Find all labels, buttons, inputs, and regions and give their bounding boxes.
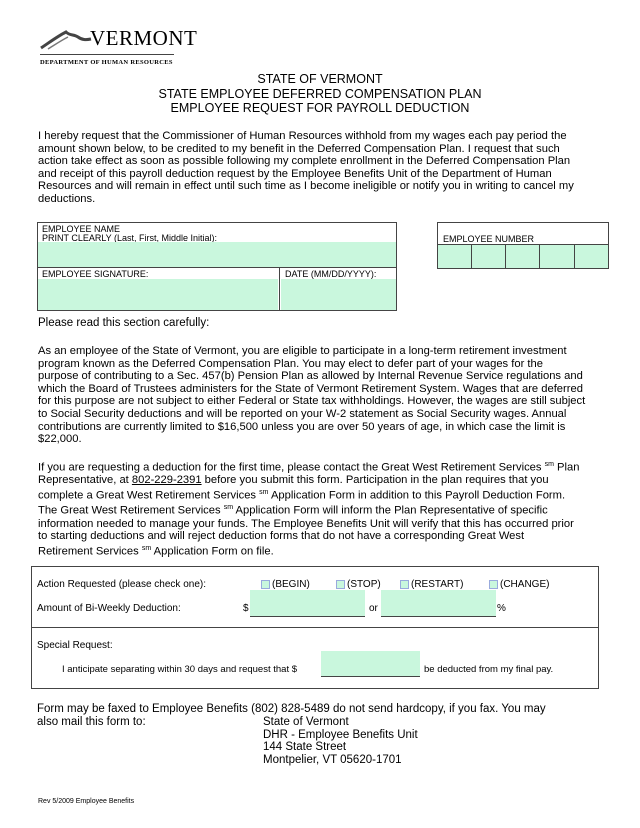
divider: [279, 267, 280, 311]
fax-instructions: Form may be faxed to Employee Benefits (802) 828-5489 do not send hardcopy, if you fax. You may also mail this form to:: [37, 703, 546, 728]
title-line-2: STATE EMPLOYEE DEFERRED COMPENSATION PLAN: [158, 86, 482, 101]
employee-number-label: EMPLOYEE NUMBER: [443, 234, 535, 244]
separating-text: I anticipate separating within 30 days and request that $: [62, 664, 298, 675]
special-request-label: Special Request:: [37, 640, 113, 651]
final-pay-amount-field[interactable]: [321, 651, 420, 677]
employee-number-digit[interactable]: [539, 244, 575, 269]
department-name: DEPARTMENT OF HUMAN RESOURCES: [40, 59, 173, 66]
info-paragraph: [38, 345, 618, 446]
info-line: which the Board of Trustees administers for the State of Vermont Retirement System. Wages that are deferred: [38, 382, 583, 395]
begin-checkbox[interactable]: [261, 580, 270, 589]
read-notice: Please read this section carefully:: [38, 317, 210, 329]
dollar-amount-field[interactable]: [250, 590, 365, 617]
option-stop[interactable]: (STOP): [336, 579, 381, 590]
option-begin[interactable]: (BEGIN): [261, 579, 310, 590]
employee-number-digit[interactable]: [437, 244, 472, 269]
title-line-3: EMPLOYEE REQUEST FOR PAYROLL DEDUCTION: [170, 101, 470, 115]
restart-checkbox[interactable]: [400, 580, 409, 589]
info-line: purpose of contributing to a Sec. 457(b) Pension Plan as allowed by Internal Revenue Service regulations and: [38, 370, 583, 383]
option-restart[interactable]: (RESTART): [400, 579, 463, 590]
revision-footer: Rev 5/2009 Employee Benefits: [38, 798, 135, 805]
divider: [37, 267, 397, 268]
employee-name-field[interactable]: [38, 242, 396, 267]
date-label: DATE (MM/DD/YYYY):: [285, 269, 377, 279]
date-field[interactable]: [281, 279, 396, 310]
percent-sign: %: [497, 603, 506, 614]
employee-name-label: EMPLOYEE NAME: [42, 224, 121, 234]
intro-line: amount shown below, to be credited to my benefit in the Deferred Compensation Plan. I request that such: [38, 142, 560, 155]
employee-number-digit[interactable]: [505, 244, 540, 269]
info-line: program known as the Deferred Compensation Plan. You may elect to defer part of your wages for the: [38, 357, 543, 370]
address-line: State of Vermont: [263, 716, 349, 728]
info-line: As an employee of the State of Vermont, you are eligible to participate in a long-term retirement investment: [38, 345, 567, 357]
logo-text: VERMONT: [90, 26, 198, 50]
or-text: or: [369, 603, 378, 614]
page-title: [0, 72, 640, 116]
employee-number-digit[interactable]: [574, 244, 609, 269]
intro-line: action take effect as soon as possible following my complete enrollment in the Deferred Compensation Plan: [38, 155, 571, 168]
address-line: DHR - Employee Benefits Unit: [263, 728, 418, 741]
info-line: for this purpose are not subject to either Federal or State tax withholdings. However, the wages are still subject: [38, 395, 586, 408]
title-line-1: STATE OF VERMONT: [257, 72, 383, 86]
signature-label: EMPLOYEE SIGNATURE:: [42, 269, 149, 279]
info-line: contributions are currently limited to $16,500 unless you are over 50 years of age, in which case the limit is: [38, 420, 566, 433]
separating-tail: be deducted from my final pay.: [424, 664, 554, 675]
amount-label: Amount of Bi-Weekly Deduction:: [37, 603, 181, 614]
change-checkbox[interactable]: [489, 580, 498, 589]
intro-paragraph: [38, 130, 608, 206]
intro-line: deductions.: [38, 192, 96, 205]
logo-rule: [40, 54, 174, 55]
mailing-address: [263, 716, 418, 766]
signature-field[interactable]: [38, 279, 278, 310]
first-time-paragraph: If you are requesting a deduction for the first time, please contact the Great West Retirement Services $^{sm}$ Plan Representative, at 802-229-2391 before you submit this form. Participation in the plan requires that you complete a Great West Retirement Services $^{sm}$ Application Form in addition to this Payroll Deduction Form. The Great West Retirement Services $^{sm}$ Application Form will inform the Plan Representative of specific information needed to manage your funds. The Employee Benefits Unit will verify that this has occurred prior to starting deductions and will reject deduction forms that do not have a corresponding Great West Retirement Services $^{sm}$ Application Form on file.: [38, 461, 580, 558]
stop-checkbox[interactable]: [336, 580, 345, 589]
option-change[interactable]: (CHANGE): [489, 579, 549, 590]
intro-line: Resources and will remain in effect until such time as I become ineligible or notify you in writing to cancel my: [38, 180, 574, 193]
phone-link[interactable]: 802-229-2391: [131, 474, 202, 487]
intro-line: I hereby request that the Commissioner of Human Resources withhold from my wages each pay period the: [38, 130, 567, 142]
address-line: 144 State Street: [263, 741, 347, 754]
info-line: $22,000.: [38, 433, 82, 446]
action-label: Action Requested (please check one):: [37, 579, 206, 590]
dollar-sign: $: [243, 603, 249, 614]
mountain-icon: [40, 28, 92, 50]
info-line: to Social Security deductions and will be reported on your W-2 statement as Social Security wages. Annual: [38, 407, 567, 420]
divider: [31, 627, 599, 628]
employee-number-digit[interactable]: [471, 244, 506, 269]
percent-amount-field[interactable]: [381, 590, 496, 617]
employee-name-sublabel: PRINT CLEARLY (Last, First, Middle Initial):: [42, 233, 218, 242]
intro-line: and receipt of this payroll deduction request by the Employee Benefits Unit of the Department of Human: [38, 167, 552, 180]
address-line: Montpelier, VT 05620-1701: [263, 753, 402, 766]
